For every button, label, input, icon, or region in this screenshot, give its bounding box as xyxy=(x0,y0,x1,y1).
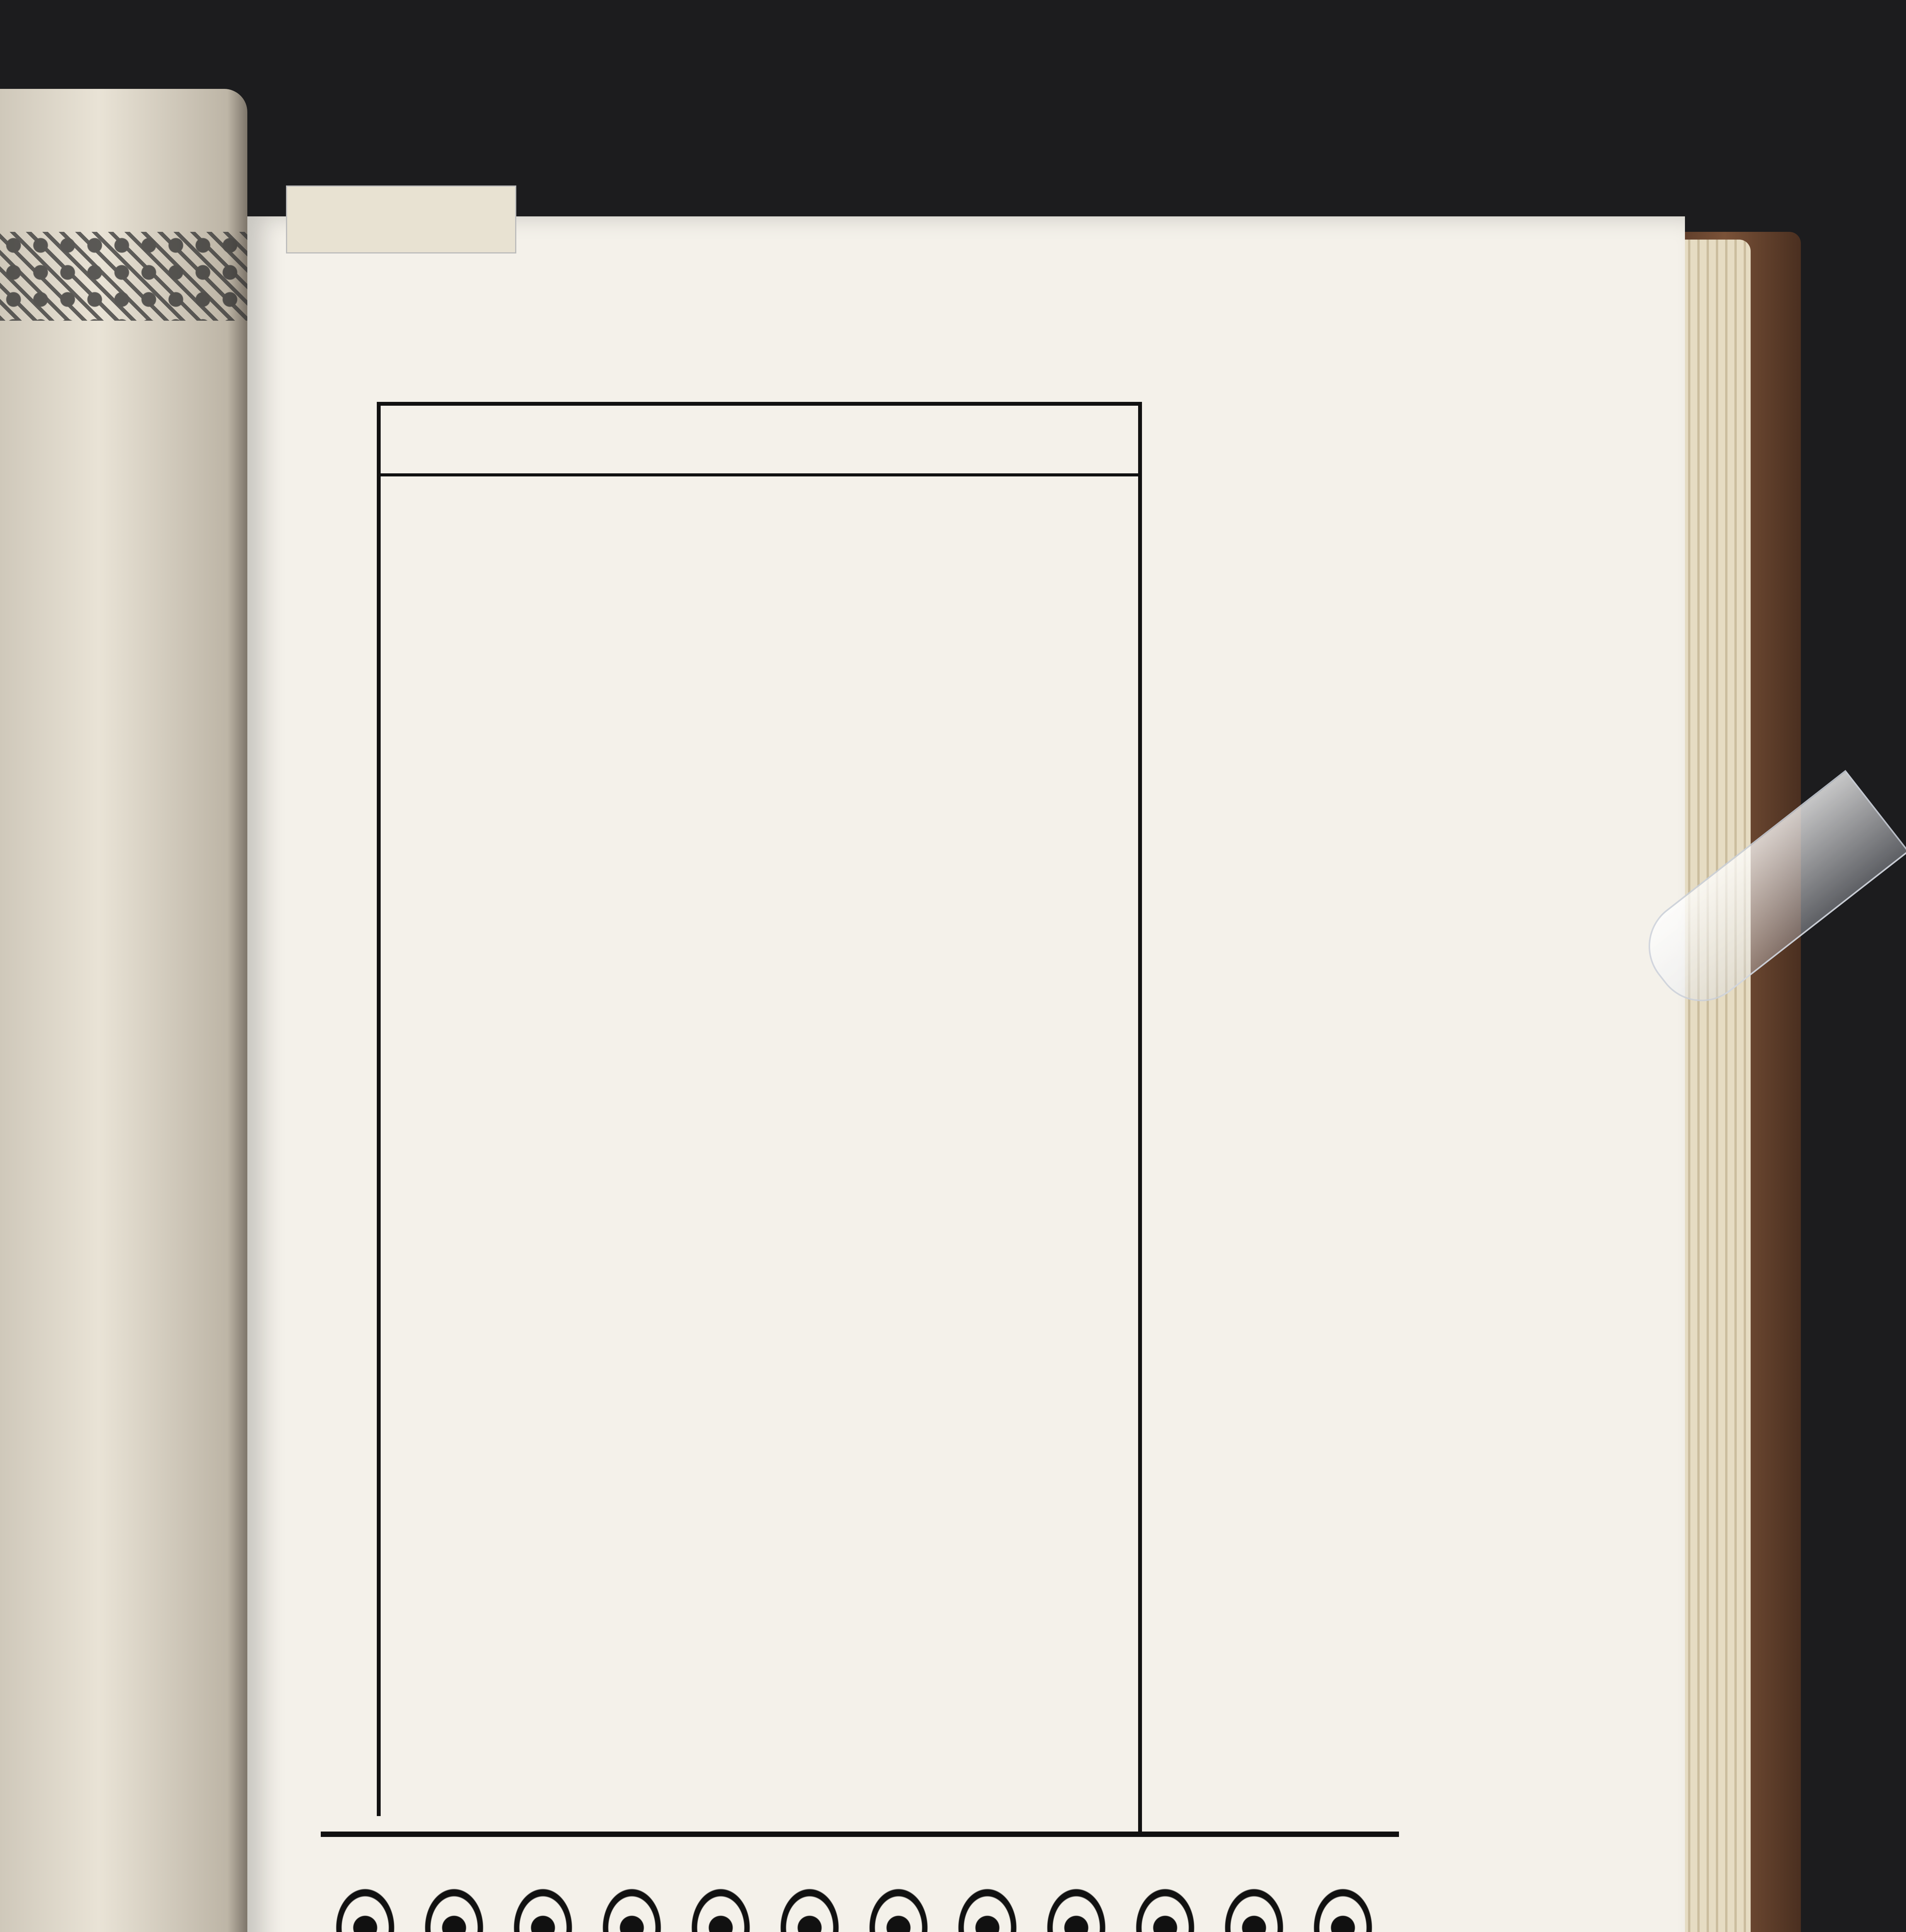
ornament-border-bottom xyxy=(321,1832,1399,1932)
ornament-border-top xyxy=(321,336,1399,402)
frame-rule-left xyxy=(377,402,381,1816)
ornament-border-left xyxy=(321,402,375,1832)
ornament-border-right xyxy=(1322,402,1399,1832)
head-rule xyxy=(381,473,1138,476)
frame-rule-right xyxy=(1138,402,1142,1832)
label-tab xyxy=(286,185,516,253)
catchword xyxy=(1013,1774,1136,1820)
page-number xyxy=(1190,398,1306,468)
running-head xyxy=(537,404,1040,473)
left-page-ornament-top xyxy=(0,232,247,321)
left-page xyxy=(0,89,247,1932)
